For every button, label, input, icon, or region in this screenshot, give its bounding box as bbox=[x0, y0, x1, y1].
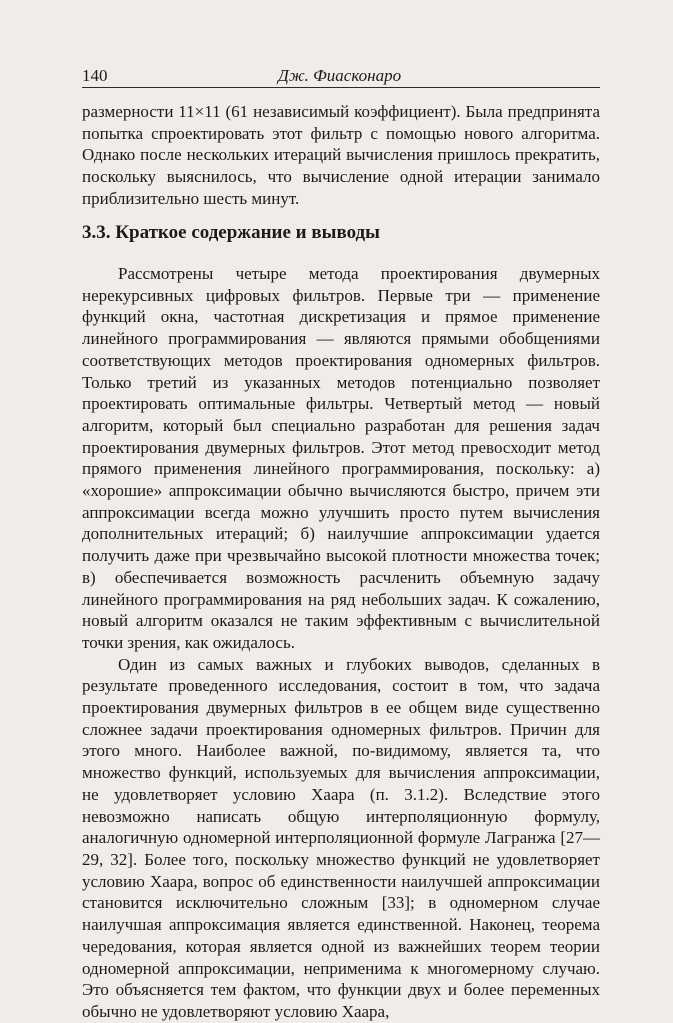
page-number: 140 bbox=[82, 66, 108, 85]
section-body bbox=[82, 263, 600, 1023]
running-title: Дж. Фиасконаро bbox=[278, 66, 402, 85]
top-paragraph: размерности 11×11 (61 независимый коэффициент). Была предпринята попытка спроектировать этот фильтр с помощью нового алгоритма. Однако после нескольких итераций вычисления пришлось прекратить, поскольку выяснилось, что вычисление одной итерации занимало приблизительно шесть минут. bbox=[82, 102, 600, 208]
section-paragraph-1: Рассмотрены четыре метода проектирования двумерных нерекурсивных цифровых фильтров. Первые три — применение функций окна, частотная дискретизация и прямое применение линейного программирования — являются прямыми обобщениями соответствующих методов проектирования одномерных фильтров. Только третий из указанных методов потенциально позволяет проектировать оптимальные фильтры. Четвертый метод — новый алгоритм, который был специально разработан для решения задач проектирования двумерных фильтров. Этот метод превосходит метод прямого применения линейного программирования, поскольку: а) «хорошие» аппроксимации обычно вычисляются быстро, причем эти аппроксимации всегда можно улучшить просто путем вычисления дополнительных итераций; б) наилучшие аппроксимации удается получить даже при чрезвычайно высокой плотности множества точек; в) обеспечивается возможность расчленить объемную задачу линейного программирования на ряд небольших задач. К сожалению, новый алгоритм оказался не таким эффективным с вычислительной точки зрения, как ожидалось. bbox=[82, 264, 600, 652]
header-rule bbox=[82, 87, 600, 88]
top-paragraph-block bbox=[82, 101, 600, 210]
section-heading: 3.3. Краткое содержание и выводы bbox=[82, 222, 380, 243]
section-paragraph-2: Один из самых важных и глубоких выводов, сделанных в результате проведенного исследования, состоит в том, что задача проектирования двумерных фильтров в ее общем виде существенно сложнее задачи проектирования одномерных фильтров. Причин для этого много. Наиболее важной, по-видимому, является та, что множество функций, используемых для вычисления аппроксимации, не удовлетворяет условию Хаара (п. 3.1.2). Вследствие этого невозможно написать общую интерполяционную формулу, аналогичную одномерной интерполяционной формуле Лагранжа [27—29, 32]. Более того, поскольку множество функций не удовлетворяет условию Хаара, вопрос об единственности наилучшей аппроксимации становится исключительно сложным [33]; в одномерном случае наилучшая аппроксимация является единственной. Наконец, теорема чередования, которая является одной из важнейших теорем теории одномерной аппроксимации, неприменима к многомерному случаю. Это объясняется тем фактом, что функции двух и более переменных обычно не удовлетворяют условию Хаара, bbox=[82, 654, 600, 1021]
page-header bbox=[82, 66, 600, 86]
